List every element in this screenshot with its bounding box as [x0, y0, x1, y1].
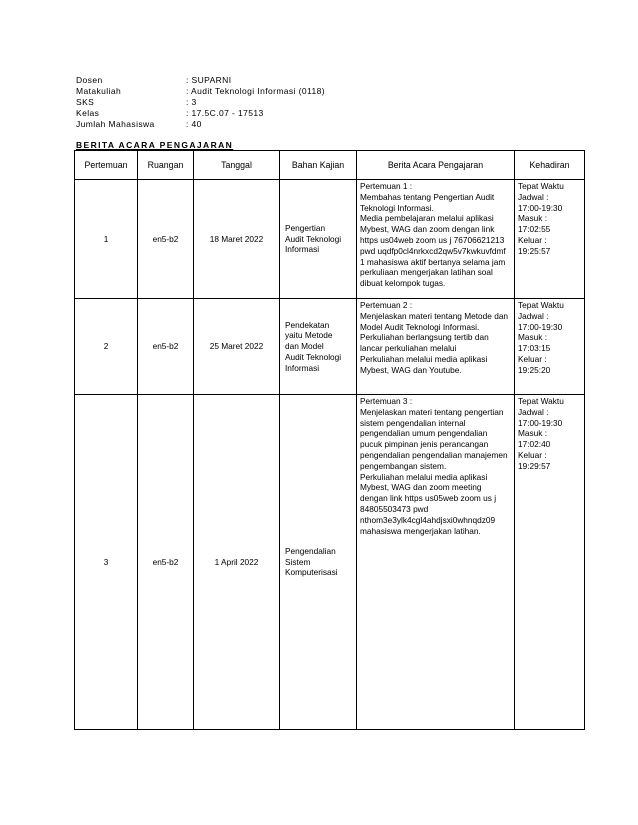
cell-pertemuan: 1	[75, 180, 138, 299]
info-value: : 17.5C.07 - 17513	[186, 108, 264, 118]
cell-bahan-kajian: Pengertian Audit Teknologi Informasi	[280, 180, 357, 299]
table-row	[75, 180, 585, 299]
table-row	[75, 395, 585, 730]
info-label: Kelas	[76, 108, 100, 118]
cell-tanggal: 25 Maret 2022	[194, 299, 280, 395]
info-value: : Audit Teknologi Informasi (0118)	[186, 86, 325, 96]
table-header-row	[75, 151, 585, 180]
info-row-sks	[76, 97, 325, 108]
cell-kehadiran: Tepat Waktu Jadwal : 17:00-19:30 Masuk : 17:03:15 Keluar : 19:25:20	[515, 299, 585, 395]
cell-bahan-kajian: Pendekatan yaitu Metode dan Model Audit Teknologi Informasi	[280, 299, 357, 395]
header-ruangan: Ruangan	[138, 151, 194, 180]
info-row-matakuliah	[76, 86, 325, 97]
cell-kehadiran: Tepat Waktu Jadwal : 17:00-19:30 Masuk : 17:02:55 Keluar : 19:25:57	[515, 180, 585, 299]
info-value: : SUPARNI	[186, 75, 232, 85]
cell-berita-acara: Pertemuan 3 : Menjelaskan materi tentang pengertian sistem pengendalian internal pengendalian umum pengendalian pucuk pimpinan jenis perancangan pengendalian pengendalian manajemen pengembangan sistem. Perkuliahan melalui media aplikasi Mybest, WAG dan zoom meeting dengan link https us05web zoom us j 84805503473 pwd nthom3e3ylk4cgl4ahdjsxi0whnqdz09 mahasiswa mengerjakan latihan.	[357, 395, 515, 730]
cell-ruangan: en5-b2	[138, 395, 194, 730]
info-value: : 3	[186, 97, 197, 107]
cell-berita-acara: Pertemuan 2 : Menjelaskan materi tentang Metode dan Model Audit Teknologi Informasi. Perkuliahan berlangsung tertib dan lancar perkuliahan melalui Perkuliahan melalui media aplikasi Mybest, WAG dan Youtube.	[357, 299, 515, 395]
cell-pertemuan: 3	[75, 395, 138, 730]
header-kehadiran: Kehadiran	[515, 151, 585, 180]
cell-ruangan: en5-b2	[138, 180, 194, 299]
header-berita-acara: Berita Acara Pengajaran	[357, 151, 515, 180]
info-label: Jumlah Mahasiswa	[76, 119, 155, 129]
info-row-jumlah-mahasiswa	[76, 119, 325, 130]
cell-ruangan: en5-b2	[138, 299, 194, 395]
cell-tanggal: 18 Maret 2022	[194, 180, 280, 299]
info-label: Matakuliah	[76, 86, 122, 96]
cell-berita-acara: Pertemuan 1 : Membahas tentang Pengertian Audit Teknologi Informasi. Media pembelajaran melalui aplikasi Mybest, WAG dan zoom dengan link https us04web zoom us j 76706621213 pwd uqdfp0cl4nrkxcd2qw5v7kwkuvfdmf 1 mahasiswa aktif bertanya selama jam perkuliaan mengerjakan latihan soal dibuat kelompok tugas.	[357, 180, 515, 299]
table-row	[75, 299, 585, 395]
info-label: Dosen	[76, 75, 103, 85]
header-bahan-kajian: Bahan Kajian	[280, 151, 357, 180]
info-row-kelas	[76, 108, 325, 119]
header-tanggal: Tanggal	[194, 151, 280, 180]
berita-acara-table	[74, 150, 585, 730]
section-title: BERITA ACARA PENGAJARAN	[76, 140, 234, 150]
cell-kehadiran: Tepat Waktu Jadwal : 17:00-19:30 Masuk : 17:02:40 Keluar : 19:29:57	[515, 395, 585, 730]
info-row-dosen	[76, 75, 325, 86]
info-label: SKS	[76, 97, 95, 107]
cell-tanggal: 1 April 2022	[194, 395, 280, 730]
header-pertemuan: Pertemuan	[75, 151, 138, 180]
cell-pertemuan: 2	[75, 299, 138, 395]
course-info	[76, 75, 325, 130]
cell-bahan-kajian: Pengendalian Sistem Komputerisasi	[280, 395, 357, 730]
info-value: : 40	[186, 119, 202, 129]
